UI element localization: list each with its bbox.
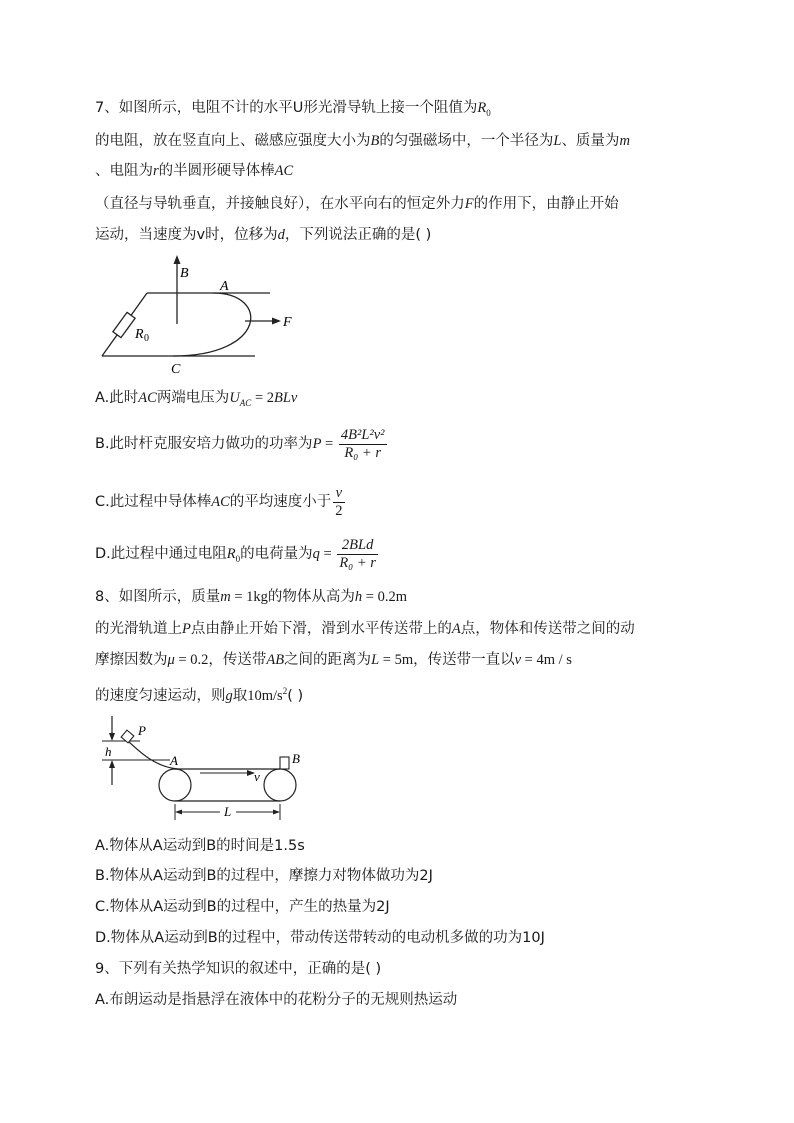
q8-symbol-L: L <box>371 652 380 668</box>
q8-symbol-A: A <box>451 621 461 637</box>
q8-stem-part: 8、如图所示，质量 <box>95 589 221 605</box>
q7-stem-part: 的作用下，由静止开始 <box>473 196 619 212</box>
q8-stem-part: ，传送带一直以 <box>413 652 515 668</box>
q7-option-b-num: 4B²L²v² <box>340 426 385 443</box>
q8-symbol-AB: AB <box>266 652 285 668</box>
q7-option-d-R-sub: 0 <box>235 553 241 564</box>
q7-option-c-fraction <box>333 485 344 520</box>
q7-option-a-BLv: BLv <box>274 390 298 406</box>
q8-stem-part: ，传送带 <box>208 652 267 668</box>
q8-stem-part: 点，物体和传送带之间的动 <box>460 621 635 637</box>
q7-stem-part: 的匀强磁场中，一个半径为 <box>379 133 554 149</box>
q7-option-d-text: 的电荷量为 <box>240 546 313 562</box>
q7-option-d: D.此过程中通过电阻$R_0$的电荷量为q = $\frac{\text{2BLd}}{\text{R₀ + r}}$ <box>95 536 376 571</box>
q7-option-b: B.此时杆克服安培力做功的功率为P = $\frac{\text{4B²L²v²}}{\text{R₀ + r}}$ <box>95 426 385 461</box>
q7-symbol-r: r <box>153 163 159 179</box>
q8-line-1 <box>95 587 407 607</box>
q7-stem-part: （直径与导轨垂直，并接触良好），在水平向右的恒定外力 <box>95 196 465 212</box>
q8-mass-value: = 1kg <box>230 589 268 605</box>
q7-fig-label-B: B <box>180 266 189 281</box>
q7-fig-label-R-sub: 0 <box>144 333 149 344</box>
q8-g-unit-exponent: 2 <box>282 686 288 696</box>
q8-height-value: = 0.2m <box>362 589 407 605</box>
q7-option-b-fraction <box>339 427 387 462</box>
q7-stem-part: 的半圆形硬导体棒 <box>158 163 275 179</box>
q7-circuit-figure <box>95 252 310 377</box>
q7-option-d-num: 2BLd <box>337 537 378 555</box>
q8-symbol-P: P <box>182 621 191 637</box>
q8-g-value: 10m/s <box>247 687 283 704</box>
q8-speed-value: = 4m / s <box>521 652 572 668</box>
q8-line-3 <box>95 650 572 670</box>
q7-option-c-text: C.此过程中导体棒 <box>95 494 212 510</box>
q8-fig-label-h: h <box>105 744 112 759</box>
q7-symbol-d: d <box>277 227 285 243</box>
q8-mu-value: = 0.2 <box>174 652 209 668</box>
q8-stem-part: ( ) <box>287 687 304 704</box>
q8-stem-part: 取 <box>232 687 248 704</box>
q7-fig-label-F: F <box>283 315 292 330</box>
q7-option-a-U-sub: AC <box>239 397 252 408</box>
q7-line-2 <box>95 131 630 151</box>
q7-fig-label-C: C <box>171 362 181 377</box>
q8-line-4 <box>95 681 303 706</box>
q8-option-a: A.物体从A运动到B的时间是1.5s <box>95 838 305 854</box>
q8-symbol-g: g <box>225 687 233 704</box>
q8-fig-label-A: A <box>170 753 178 768</box>
q7-option-c <box>95 484 347 520</box>
q8-symbol-mu: μ <box>167 652 175 668</box>
q7-option-d-q: q <box>312 546 320 562</box>
q7-option-a-U: U <box>229 390 240 406</box>
q7-line-4 <box>95 194 619 214</box>
q8-stem-part: 摩擦因数为 <box>95 652 168 668</box>
q8-conveyor-figure <box>100 712 310 827</box>
q8-option-b: B.物体从A运动到B的过程中，摩擦力对物体做功为2J <box>95 868 433 884</box>
q7-option-c-num: v <box>333 485 344 503</box>
q8-fig-label-B: B <box>292 751 300 766</box>
q7-stem-part: 运动，当速度为v时，位移为 <box>95 227 278 243</box>
q8-line-2 <box>95 619 635 639</box>
q7-fig-label-A: A <box>220 279 229 294</box>
q7-symbol-AC: AC <box>274 163 294 179</box>
q7-stem-part: 、电阻为 <box>95 163 153 179</box>
q8-stem-part: 的速度匀速运动，则 <box>95 687 226 704</box>
q8-stem-part: 点由静止开始下滑，滑到水平传送带上的 <box>190 621 452 637</box>
q8-symbol-m: m <box>220 589 231 605</box>
q7-option-b-den: R₀ + r <box>344 444 381 461</box>
q7-symbol-m: m <box>619 133 630 149</box>
q9-stem: 9、下列有关热学知识的叙述中，正确的是( ) <box>95 961 382 977</box>
q7-option-b-P: P <box>312 436 322 452</box>
q7-option-d-den: R₀ + r <box>339 554 376 571</box>
q8-symbol-v: v <box>514 652 522 668</box>
q8-fig-label-v: v <box>254 769 260 784</box>
q7-option-d-R: R <box>226 546 236 562</box>
q7-line-3 <box>95 161 293 181</box>
q8-fig-label-P: P <box>138 723 146 738</box>
q7-option-c-text: 的平均速度小于 <box>229 494 332 510</box>
q7-option-a <box>95 388 297 413</box>
q7-option-c-den: 2 <box>335 502 343 519</box>
q7-r0-subscript: 0 <box>486 107 491 118</box>
q7-r0-symbol: R <box>477 100 487 116</box>
q7-option-a-text: 两端电压为 <box>156 390 230 406</box>
q7-stem-part: 、质量为 <box>561 133 620 149</box>
q7-option-a-text: A.此时 <box>95 390 139 406</box>
q7-stem-part: ，下列说法正确的是( ) <box>284 227 432 243</box>
q7-line-1 <box>95 98 491 123</box>
q7-symbol-B: B <box>370 133 380 149</box>
q8-stem-part: 的光滑轨道上 <box>95 621 182 637</box>
q7-line-5 <box>95 225 431 245</box>
q7-option-a-eq: = 2 <box>251 390 274 406</box>
q7-option-b-text: B.此时杆克服安培力做功的功率为 <box>95 436 313 452</box>
q9-option-a: A.布朗运动是指悬浮在液体中的花粉分子的无规则热运动 <box>95 992 458 1008</box>
q7-symbol-L: L <box>553 133 562 149</box>
q8-fig-label-L: L <box>224 804 232 819</box>
q7-stem-part: 的电阻，放在竖直向上、磁感应强度大小为 <box>95 133 371 149</box>
q7-option-d-text: D.此过程中通过电阻 <box>95 546 227 562</box>
q8-length-value: = 5m <box>379 652 414 668</box>
q8-option-c: C.物体从A运动到B的过程中，产生的热量为2J <box>95 899 390 915</box>
q7-fig-label-R: R <box>135 327 144 342</box>
q7-option-a-AC: AC <box>138 390 157 406</box>
q8-option-d: D.物体从A运动到B的过程中，带动传送带转动的电动机多做的功为10J <box>95 930 545 946</box>
q8-stem-part: 的物体从高为 <box>267 589 355 605</box>
q8-symbol-h: h <box>354 589 363 605</box>
q7-symbol-F: F <box>464 196 474 212</box>
q7-stem-part: 7、如图所示，电阻不计的水平U形光滑导轨上接一个阻值为 <box>95 100 478 116</box>
q8-stem-part: 之间的距离为 <box>284 652 372 668</box>
q7-option-c-AC: AC <box>211 494 230 510</box>
q7-option-d-fraction <box>337 537 378 572</box>
